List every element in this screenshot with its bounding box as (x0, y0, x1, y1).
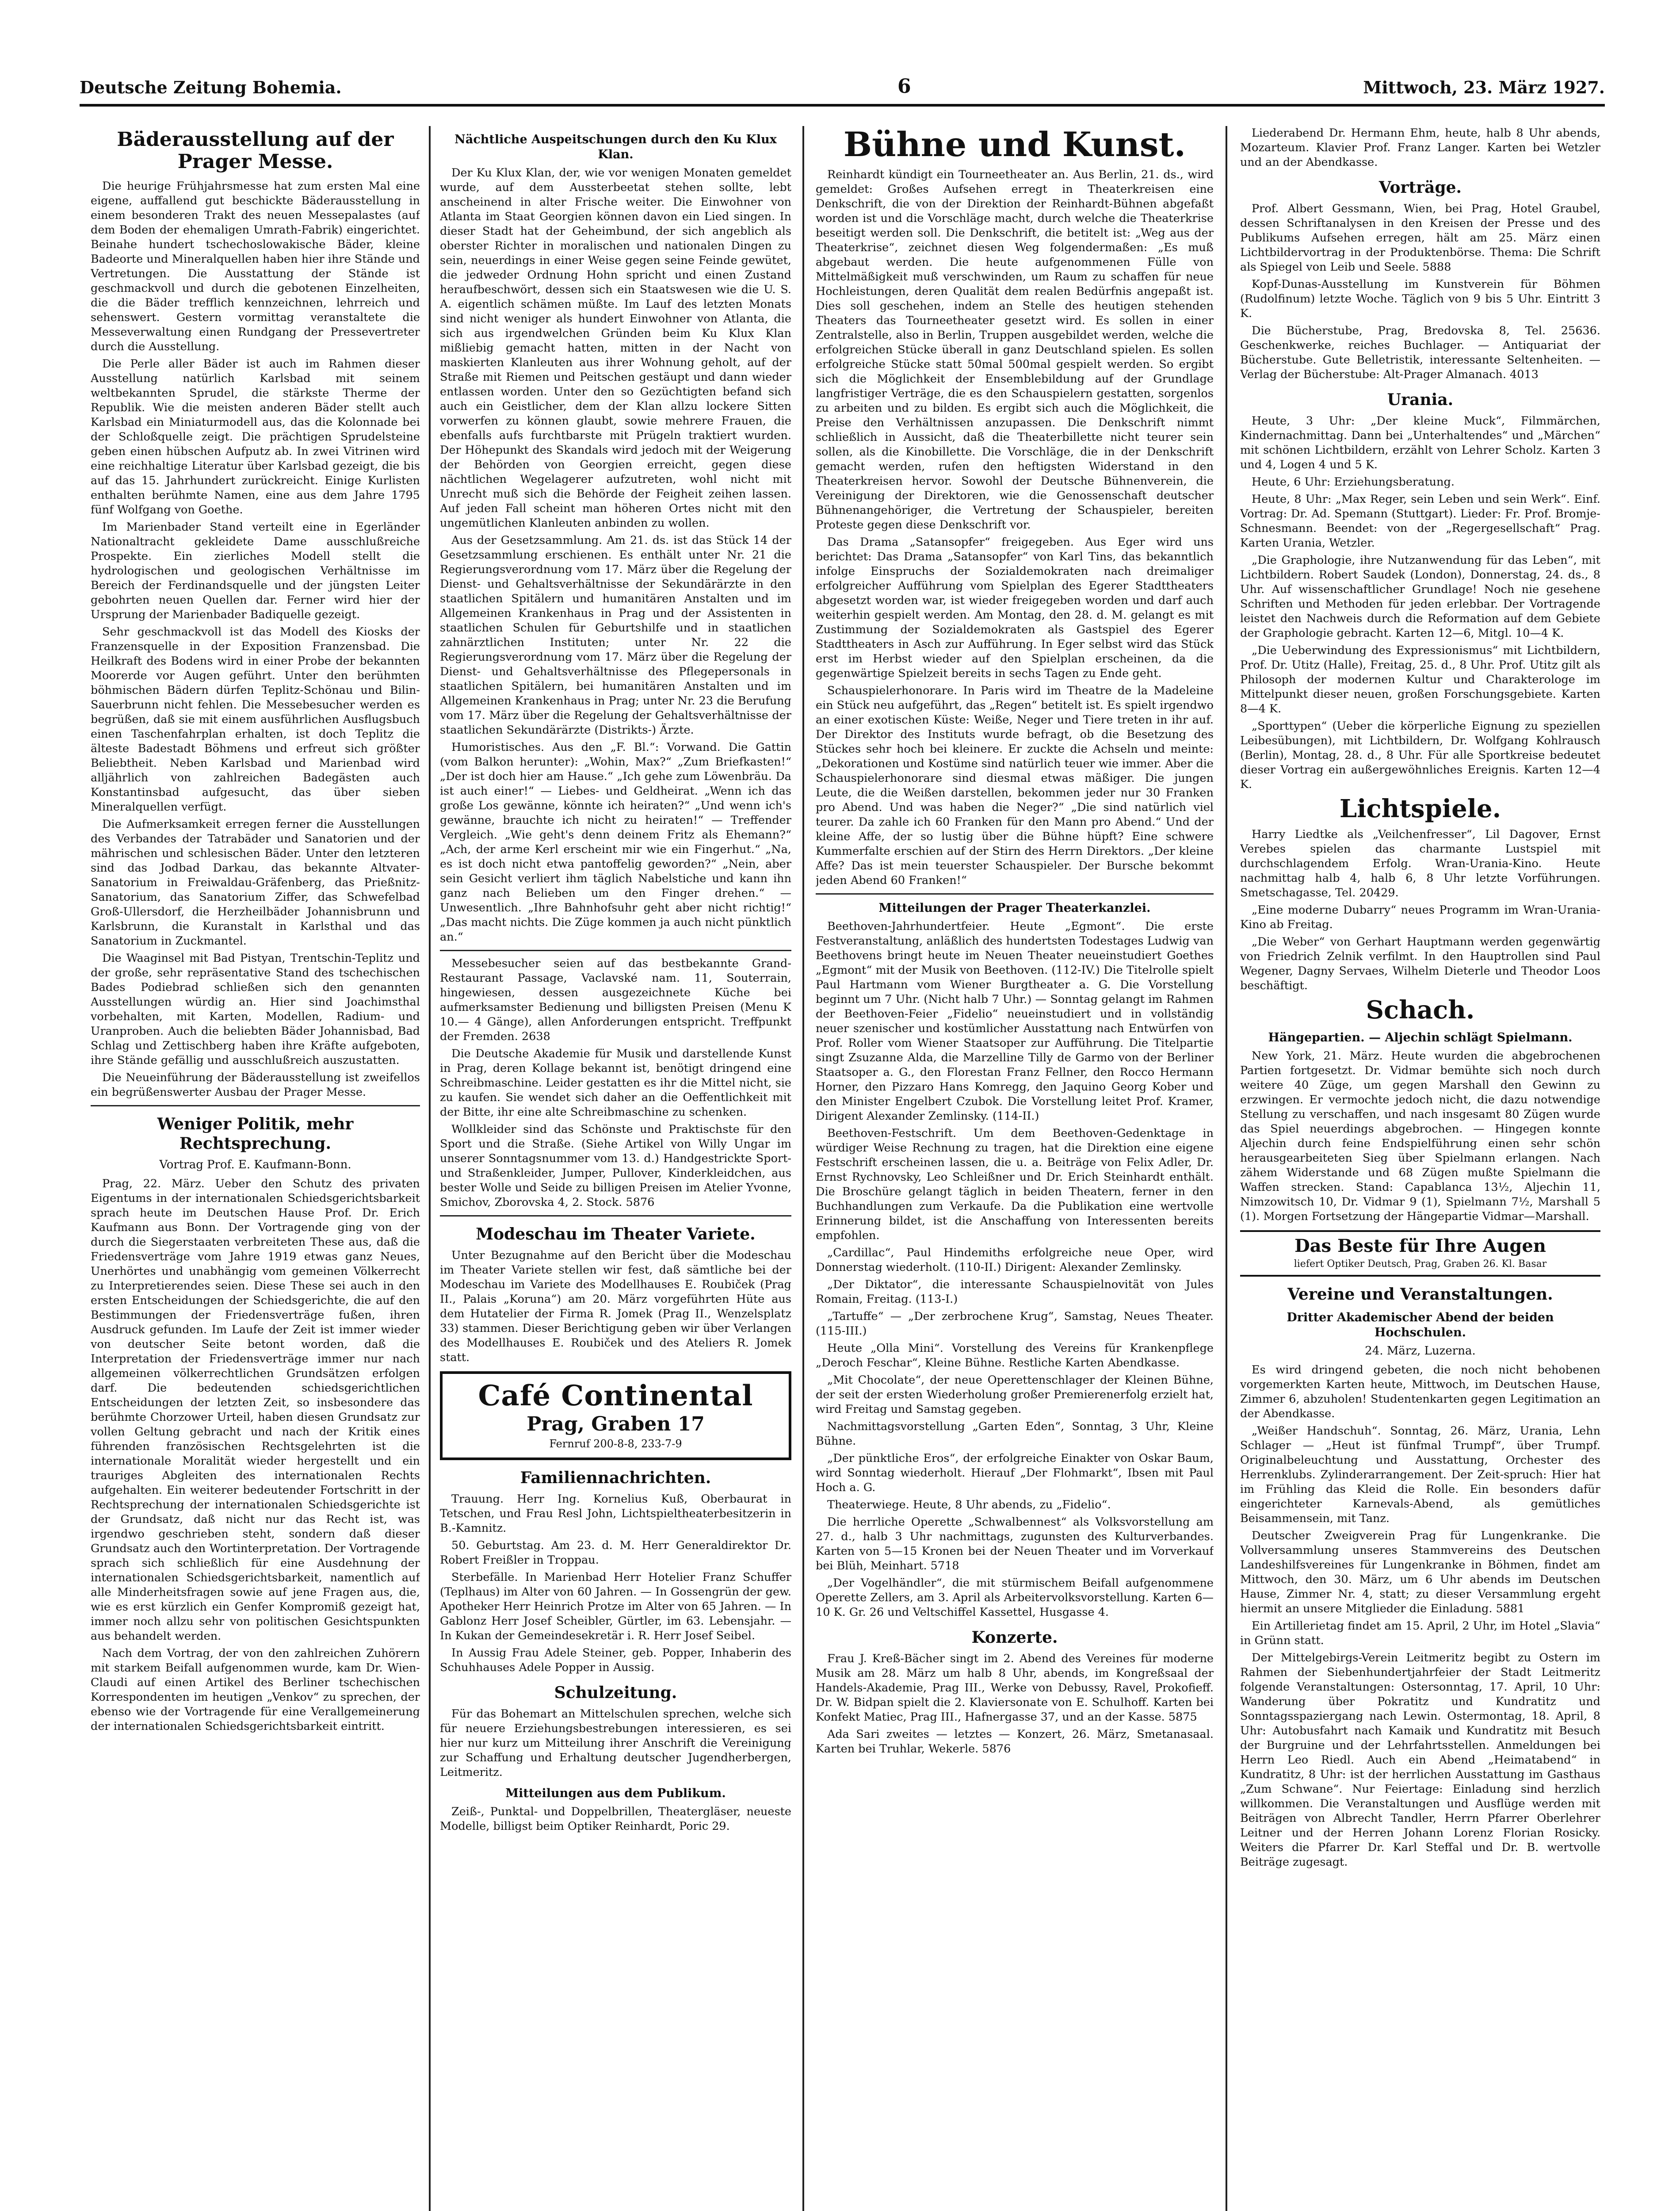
ad-address: Prag, Graben 17 (527, 1413, 705, 1435)
headline-vereine-subtitle: Dritter Akademischer Abend der beiden Hochschulen. (1287, 1311, 1554, 1339)
paragraph: Zeiß-, Punktal- und Doppelbrillen, Theatergläser, neueste Modelle, billigst beim Optiker Reinhardt, Poric 29. (440, 1805, 791, 1833)
article-body (440, 1492, 791, 1675)
paragraph: Prof. Albert Gessmann, Wien, bei Prag, Hotel Graubel, dessen Schriftanalysen in den Kreisen der Presse und des Publikums Aufsehen erregen, hält am 25. März einen Lichtbildervortrag in der Produktenbörse. Thema: Die Schrift als Spiegel von Leib und Seele. 5888 (1240, 202, 1600, 274)
paragraph: Heute, 6 Uhr: Erziehungsberatung. (1252, 475, 1455, 489)
article-body (440, 740, 791, 945)
column-1 (91, 126, 420, 2211)
headline-vereine: Vereine und Veranstaltungen. (1287, 1285, 1553, 1304)
paragraph: Liederabend Dr. Hermann Ehm, heute, halb 8 Uhr abends, Mozarteum. Klavier Prof. Franz Langer. Karten bei Wetzler und an der Abendkasse. (1240, 126, 1600, 169)
article-body (440, 166, 791, 531)
column-2 (440, 126, 791, 2211)
article-separator (91, 1105, 420, 1106)
article-body (1240, 827, 1600, 993)
paragraph: „Der Vogelhändler“, die mit stürmischem Beifall aufgenommene Operette Zellers, am 3. April als Arbeitervolksvorstellung. Karten 6—10 K. Gr. 26 und Veltschiffel Kassettel, Husgasse 4. (816, 1576, 1214, 1619)
paragraph: Die Waaginsel mit Bad Pistyan, Trentschin-Teplitz und der große, sehr repräsentative Stand des tschechischen Bades Podiebrad schließen sich den genannten Ausstellungen würdig an. Hier sind Joachimsthal vorbehalten, mit Karten, Modellen, Radium- und Uranproben. Auch die beliebten Bäder Johannisbad, Bad Schlag und Zettischberg haben ihre Kräfte aufgeboten, ihre Stände gefällig und ausschlußreich auszustatten. (91, 952, 420, 1067)
headline-ku-klux-klan: Nächtliche Auspeitschungen durch den Ku Klux Klan. (454, 133, 777, 161)
paragraph: Nach dem Vortrag, der von den zahlreichen Zuhörern mit starkem Beifall aufgenommen wurde, kam Dr. Wien-Claudi auf einen Artikel des Berliner tschechischen Korrespondenten im heutigen „Venkov“ zu sprechen, der ebenso wie der Vortragende für eine Verallgemeinerung der internationalen Schiedsgerichtsbarkeit eintritt. (91, 1647, 420, 1733)
paragraph: Das Drama „Satansopfer“ freigegeben. Aus Eger wird uns berichtet: Das Drama „Satansopfer“ von Karl Tins, das bekanntlich infolge Einspruchs der Sozialdemokraten nach dreimaliger erfolgreicher Aufführung vom Spielplan des Egerer Stadttheaters abgesetzt worden war, ist wieder freigegeben worden und darf auch weiterhin gespielt werden. Am Montag, den 28. d. M. gelangt es mit Zustimmung der Sozialdemokraten als Gastspiel des Egerer Stadttheaters in Asch zur Aufführung. In Eger selbst wird das Stück erst im Herbst wieder auf den Spielplan erscheinen, da die gegenwärtige Spielzeit bereits in sechs Tagen zu Ende geht. (816, 536, 1214, 680)
headline-konzerte: Konzerte. (971, 1628, 1058, 1647)
ad-address: liefert Optiker Deutsch, Prag, Graben 26. Kl. Basar (1294, 1259, 1547, 1270)
paragraph: Die herrliche Operette „Schwalbennest“ als Volksvorstellung am 27. d., halb 3 Uhr nachmittags, zugunsten des Kulturverbandes. Karten von 5—15 Kronen bei der Neuen Theater und im Vorverkauf bei Blüh, Meinhart. 5718 (816, 1515, 1214, 1572)
paragraph: Theaterwiege. Heute, 8 Uhr abends, zu „Fidelio“. (827, 1498, 1111, 1511)
paragraph: „Mit Chocolate“, der neue Operettenschlager der Kleinen Bühne, der seit der ersten Wiederholung großer Premierenerfolg erzielt hat, wird Freitag und Samstag gegeben. (816, 1373, 1214, 1416)
paragraph: New York, 21. März. Heute wurden die abgebrochenen Partien fortgesetzt. Dr. Vidmar bemühte sich noch durch weitere 40 Züge, um gegen Marshall den Gewinn zu erzwingen. Er vermochte jedoch nicht, die dazu notwendige Stellung zu verschaffen, und nach insgesamt 80 Zügen wurde das Spiel neuerdings abgebrochen. — Hingegen konnte Aljechin durch feine Endspielführung einen sehr schön herausgearbeiteten Sieg über Spielmann erlangen. Nach zähem Widerstande und 68 Zügen mußte Spielmann die Waffen strecken. Stand: Capablanca 13½, Aljechin 11, Nimzowitsch 10, Dr. Vidmar 9 (1), Spielmann 7½, Marshall 5 (1). Morgen Fortsetzung der Hängepartie Vidmar—Marshall. (1240, 1049, 1600, 1223)
paragraph: Unter Bezugnahme auf den Bericht über die Modeschau im Theater Variete stellen wir fest, daß sämtliche bei der Modeschau im Variete des Modellhauses E. Roubiček (Prag II., Palais „Koruna“) am 20. März vorgeführten Hüte aus dem Hutatelier der Firma R. Jomek (Prag II., Wenzelsplatz 33) stammen. Dieser Berichtigung geben wir über Verlangen des Modellhauses E. Roubiček und des Ateliers R. Jomek statt. (440, 1249, 791, 1364)
paragraph: Die Deutsche Akademie für Musik und darstellende Kunst in Prag, deren Kollage bekannt ist, benötigt dringend eine Schreibmaschine. Leider gestatten es ihr die Mittel nicht, sie zu kaufen. Sie wendet sich daher an die Oeffentlichkeit mit der Bitte, ihr eine alte Schreibmaschine zu schenken. (440, 1047, 791, 1119)
article-body (1240, 126, 1600, 170)
article-body (91, 1177, 420, 1734)
paragraph: In Aussig Frau Adele Steiner, geb. Popper, Inhaberin des Schuhhauses Adele Popper in Aussig. (440, 1646, 791, 1674)
paragraph: Heute, 8 Uhr: „Max Reger, sein Leben und sein Werk“. Einf. Vortrag: Dr. Ad. Spemann (Stuttgart). Lieder: Fr. Prof. Bromje-Schnesmann. Beendet: von der „Regergesellschaft“ Prag. Karten Urania, Wetzler. (1240, 493, 1600, 550)
article-body (440, 1707, 791, 1780)
paragraph: „Der pünktliche Eros“, der erfolgreiche Einakter von Oskar Baum, wird Sonntag wiederholt. Hierauf „Der Flohmarkt“, Ibsen mit Paul Hoch a. G. (816, 1452, 1214, 1494)
article-body (816, 684, 1214, 888)
paragraph: Ada Sari zweites — letztes — Konzert, 26. März, Smetanasaal. Karten bei Truhlar, Wekerle. 5876 (816, 1728, 1214, 1756)
paragraph: „Cardillac“, Paul Hindemiths erfolgreiche neue Oper, wird Donnerstag wiederholt. (110-II.) Dirigent: Alexander Zemlinsky. (816, 1246, 1214, 1274)
paragraph: Messebesucher seien auf das bestbekannte Grand-Restaurant Passage, Vaclavské nam. 11, Souterrain, hingewiesen, dessen ausgezeichnete Küche bei aufmerksamster Bedienung und billigsten Preisen (Menu K 10.— 4 Gänge), allen Anforderungen entspricht. Treffpunkt der Fremden. 2638 (440, 957, 791, 1043)
ad-title: Das Beste für Ihre Augen (1294, 1236, 1546, 1256)
paragraph: Schauspielerhonorare. In Paris wird im Theatre de la Madeleine ein Stück neu aufgeführt, das „Regen“ betitelt ist. Es spielt irgendwo an einer exotischen Küste: Weiße, Neger und Tiere treten in ihr auf. Der Direktor des Instituts wurde befragt, ob die Besetzung des Stückes sehr hoch bei kleinere. Er zuckte die Achseln und meinte: „Dekorationen und Kostüme sind natürlich teuer wie immer. Aber die Schauspielerhonorare sind diesmal etwas mäßiger. Die jungen Leute, die die Weißen darstellen, bekommen jeder nur 30 Franken pro Abend. Und was haben die Neger?“ „Die sind natürlich viel teurer. Da zahle ich 60 Franken für den Mann pro Abend.“ Und der kleine Affe, der so lustig über die Bühne hüpft? Eine schwere Kummerfalte erschien auf der Stirn des Herrn Direktors. „Der kleine Affe? Das ist mein teuerster Schauspieler. Der Bursche bekommt jeden Abend 60 Franken!“ (816, 684, 1214, 887)
article-body (816, 535, 1214, 681)
headline-mitteilungen-publikum: Mitteilungen aus dem Publikum. (505, 1786, 726, 1800)
headline-schach: Schach. (1366, 995, 1475, 1025)
paragraph: „Weißer Handschuh“. Sonntag, 26. März, Urania, Lehn Schlager — „Heut ist fünfmal Trumpf“, über Trumpf. Originalbeleuchtung und Ausstattung, Orchester des Herrenklubs. Zylinderarrangement. Der Zeit-spruch: Hier hat im Frühling das Kleid die Rolle. Ein besonders dafür eingerichteter Karnevals-Abend, als gemütliches Beisammensein, mit Tanz. (1240, 1424, 1600, 1525)
advertisement-optiker-deutsch (1240, 1230, 1600, 1277)
headline-modeschau: Modeschau im Theater Variete. (476, 1225, 756, 1243)
paragraph: Aus der Gesetzsammlung. Am 21. ds. ist das Stück 14 der Gesetzsammlung erschienen. Es enthält unter Nr. 21 die Regierungsverordnung vom 17. März über die Regelung der Dienst- und Gehaltsverhältnisse der Sekundärärzte in den staatlichen Spitälern und humanitären Anstalten und im Allgemeinen Krankenhaus in Prag und der Assistenten in staatlichen Schulen für Geburtshilfe und in staatlichen zahnärztlichen Instituten; unter Nr. 22 die Regierungsverordnung vom 17. März über die Regelung der Dienst- und Gehaltsverhältnisse des Pflegepersonals in staatlichen Spitälern, bei humanitären Anstalten und im Allgemeinen Krankenhaus in Prag; unter Nr. 23 die Berufung vom 17. März über die Regelung der Gehaltsverhältnisse der staatlichen Sekundärärzte (Distrikts-) Ärzte. (440, 534, 791, 737)
article-dateline: 24. März, Luzerna. (1365, 1344, 1476, 1358)
paragraph: Reinhardt kündigt ein Tourneetheater an. Aus Berlin, 21. ds., wird gemeldet: Großes Aufsehen erregt in Theaterkreisen eine Denkschrift, die von der Direktion der Reinhardt-Bühnen abgefaßt worden ist und die Vorschläge macht, durch welche die Theaterkrise beseitigt werden soll. Die Denkschrift, die betitelt ist: „Weg aus der Theaterkrise“, zeichnet diesen Weg folgendermaßen: „Es muß abgebaut werden. Die heute aufgenommenen Fülle von Mittelmäßigkeit muß verschwinden, um Raum zu schaffen für neue Hochleistungen, deren Qualität dem realen Bedürfnis angepaßt ist. Dies soll geschehen, indem an Stelle des heutigen stehenden Theaters das Tourneetheater gesetzt wird. Es sollen in einer Zentralstelle, also in Berlin, Truppen ausgebildet werden, welche die erfolgreichen Stücke überall in ganz Deutschland spielen. Es sollen erfolgreiche Stücke statt 50mal 500mal gespielt werden. So ergibt sich die Möglichkeit der Ensemblebildung auf der Grundlage langfristiger Verträge, die es den Schauspielern gestatten, sorgenlos zu arbeiten und zu bilden. Es ergibt sich auch die Möglichkeit, die Preise den Verhältnissen anzupassen. Die Denkschrift nimmt schließlich in Aussicht, daß die Theaterbillette nicht teurer sein sollen, als die Kinobillette. Die Vorschläge, die in der Denkschrift gemacht werden, rufen den heftigsten Widerstand in den Theaterkreisen hervor. Sowohl der Deutsche Bühnenverein, die Vereinigung der Direktoren, wie die Genossenschaft deutscher Bühnenangehöriger, die Vertretung der Schauspieler, bereiten Proteste gegen diese Denkschrift vor. (816, 168, 1214, 532)
article-body (440, 533, 791, 738)
paragraph: Kopf-Dunas-Ausstellung im Kunstverein für Böhmen (Rudolfinum) letzte Woche. Täglich von 9 bis 5 Uhr. Eintritt 3 K. (1240, 278, 1600, 320)
article-separator (440, 950, 791, 951)
paragraph: Frau J. Kreß-Bächer singt im 2. Abend des Vereines für moderne Musik am 28. März um halb 8 Uhr, abends, im Kongreßsaal der Handels-Akademie, Prag III., Werke von Debussy, Ravel, Prokofieff. Dr. W. Bidpan spielt die 2. Klaviersonate von E. Schulhoff. Karten bei Konfekt Matiec, Prag III., Hafnergasse 37, und an der Kasse. 5875 (816, 1652, 1214, 1724)
paragraph: Beethoven-Jahrhundertfeier. Heute „Egmont“. Die erste Festveranstaltung, anläßlich des hundertsten Todestages Ludwig van Beethovens bringt heute im Neuen Theater neueinstudiert Goethes „Egmont“ mit der Musik von Beethoven. (112-IV.) Die Titelrolle spielt Paul Hartmann vom Wiener Burgtheater a. G. Die Vorstellung beginnt um 7 Uhr. (Nicht halb 7 Uhr.) — Sonntag gelangt im Rahmen der Beethoven-Feier „Fidelio“ neueinstudiert und in vollständig neuer szenischer und kostümlicher Ausstattung nach Entwürfen von Prof. Roller vom Wiener Staatsoper zur Aufführung. Die Titelpartie singt Zsuzanne Alda, die Marzelline Tilly de Garmo von der Berliner Staatsoper a. G., den Florestan Franz Fellner, den Rocco Hermann Horner, den Pizzaro Hans Komregg, den Jaquino Georg Kober und den Minister Engelbert Czubok. Die Vorstellung leitet Prof. Kramer, Dirigent Alexander Zemlinsky. (114-II.) (816, 920, 1214, 1123)
paragraph: Prag, 22. März. Ueber den Schutz des privaten Eigentums in der internationalen Schiedsgerichtsbarkeit sprach heute im Deutschen Hause Prof. Dr. Erich Kaufmann aus Bonn. Der Vortragende ging von der durch die Siegerstaaten verbreiteten These aus, daß die Friedensverträge vom Jahre 1919 etwas ganz Neues, Unerhörtes und unabhängig vom gemeinen Völkerrecht zu Interpretierendes seien. Diese These sei auch in den ersten Entscheidungen der Schiedsgerichte, die auf den Bestimmungen der Friedensverträge fußen, ihren Ausdruck gefunden. Im Laufe der Zeit ist immer wieder von deutscher Seite betont worden, daß die Interpretation der Friedensverträge immer nur nach allgemeinen völkerrechtlichen Grundsätzen erfolgen darf. Die bedeutenden schiedsgerichtlichen Entscheidungen der letzten Zeit, so insbesondere das berühmte Chorzower Urteil, haben diesen Grundsatz zur vollen Geltung gebracht und nach der Kritik eines führenden französischen Rechtsgelehrten ist die internationale Moralität wieder hergestellt und ein trauriges Abgleiten des internationalen Rechts aufgehalten. Ein weiterer bedeutender Fortschritt in der Rechtsprechung der internationalen Schiedsgerichte ist der Grundsatz, daß nicht nur das Recht ist, was irgendwo geschrieben steht, sondern daß dieser Grundsatz auch den Wortinterpretation. Der Vortragende sprach sich schließlich für eine Ausdehnung der internationalen Schiedsgerichtsbarkeit, namentlich auf alle Minderheitsfragen sowie auf jene Fragen aus, die, wie es erst kürzlich ein Genfer Kompromiß gezeigt hat, immer noch allzu sehr von politischen Gesichtspunkten aus behandelt werden. (91, 1177, 420, 1643)
article-body (1240, 1363, 1600, 1870)
paragraph: Heute, 3 Uhr: „Der kleine Muck“, Filmmärchen, Kindernachmittag. Dann bei „Unterhaltendes“ und „Märchen“ mit schönen Lichtbildern, erzählt von Lehrer Scholz. Karten 3 und 4, Logen 4 und 5 K. (1240, 414, 1600, 471)
paragraph: Nachmittagsvorstellung „Garten Eden“, Sonntag, 3 Uhr, Kleine Bühne. (816, 1420, 1214, 1448)
article-body (1240, 414, 1600, 792)
headline-politik: Weniger Politik, mehr Rechtsprechung. (157, 1115, 354, 1153)
article-body (440, 1047, 791, 1210)
article-body (816, 168, 1214, 532)
headline-urania: Urania. (1387, 390, 1454, 409)
article-subtitle: Vortrag Prof. E. Kaufmann-Bonn. (159, 1158, 351, 1171)
paragraph: Der Mittelgebirgs-Verein Leitmeritz begibt zu Ostern im Rahmen der Siebenhundertjahrfeier der Stadt Leitmeritz folgende Veranstaltungen: Ostersonntag, 17. April, 10 Uhr: Wanderung über Pokratitz und Kundratitz und Sonntagsspaziergang nach Lewin. Ostermontag, 18. April, 8 Uhr: Autobusfahrt nach Kamaik und Kundratitz mit Besuch der Burgruine und der Lehrfahrtsstellen. Anmeldungen bei Herrn Leo Riedl. Auch ein Abend „Heimatabend“ in Kundratitz, 8 Uhr: ist der herrlichen Ausstattung im Gasthaus „Zum Schwane“. Nur Feiertage: Einladung sind herzlich willkommen. Die Veranstaltungen und Ausflüge werden mit Beiträgen von Albrecht Tandler, Herrn Pfarrer Oberlehrer Leitner und der Herren Johann Lorenz Florian Rosicky. Weiters die Pfarrer Dr. Karl Steffal und Dr. B. wertvolle Beiträge zugesagt. (1240, 1651, 1600, 1869)
paragraph: „Der Diktator“, die interessante Schauspielnovität von Jules Romain, Freitag. (113-I.) (816, 1278, 1214, 1306)
article-body (816, 1652, 1214, 1756)
column-4 (1240, 126, 1600, 2211)
paragraph: Die Neueinführung der Bäderausstellung ist zweifellos ein begrüßenswerter Ausbau der Prager Messe. (91, 1071, 420, 1099)
paragraph: Für das Bohemart an Mittelschulen sprechen, welche sich für neuere Erziehungsbestrebungen interessieren, es sei hier nur kurz um Mitteilung ihrer Anschrift die Vereinigung zur Schaffung und Erhaltung deutscher Jugendherbergen, Leitmeritz. (440, 1707, 791, 1779)
page-header (80, 73, 1605, 107)
paragraph: Die heurige Frühjahrsmesse hat zum ersten Mal eine eigene, auffallend gut beschickte Bäderausstellung in einem besonderen Trakt des neuen Messepalastes (auf dem Boden der ehemaligen Umrath-Fabrik) eingerichtet. Beinahe hundert tschechoslowakische Bäder, kleine Badeorte und Mineralquellen haben hier ihre Stände und Vertretungen. Die Ausstattung der Stände ist geschmackvoll und durch die gebotenen Einzelheiten, die die Bäder trefflich kennzeichnen, lehrreich und sehenswert. Gestern vormittag veranstaltete die Messeverwaltung einen Rundgang der Pressevertreter durch die Ausstellung. (91, 180, 420, 353)
paragraph: „Tartuffe“ — „Der zerbrochene Krug“, Samstag, Neues Theater. (115-III.) (816, 1310, 1214, 1338)
headline-buehne-und-kunst: Bühne und Kunst. (843, 126, 1186, 164)
column-3 (816, 126, 1214, 2211)
paragraph: Humoristisches. Aus den „F. Bl.“: Vorwand. Die Gattin (vom Balkon herunter): „Wohin, Max?“ „Zum Briefkasten!“ „Der ist doch hier am Hause.“ „Ich gehe zum Löwenbräu. Da ist auch einer!“ — Liebes- und Geldheirat. „Wenn ich das große Los gewänne, könnte ich heiraten?“ „Und wenn ich's gewänne, brauchte ich nicht zu heiraten!“ — Treffender Vergleich. „Wie geht's denn deinem Fritz als Ehemann?“ „Ach, der arme Kerl erscheint mir wie ein Fingerhut.“ „Na, es ist doch nicht etwa pantoffelig geworden?“ „Nein, aber sein Gesicht verliert ihm täglich Nabelstiche und kann ihn ganz nach Belieben um den Finger drehen.“ — Unwesentlich. „Ihre Bahnhofsuhr geht aber nicht richtig!“ „Das macht nichts. Die Züge kommen ja auch nicht pünktlich an.“ (440, 741, 791, 944)
headline-lichtspiele: Lichtspiele. (1339, 794, 1501, 823)
paragraph: Beethoven-Festschrift. Um dem Beethoven-Gedenktage in würdiger Weise Rechnung zu tragen, hat die Direktion eine eigene Festschrift erscheinen lassen, die u. a. Beiträge von Felix Adler, Dr. Ernst Rychnovsky, Leo Schleißner und Dr. Erich Steinhardt enthält. Die Broschüre gelangt täglich in beiden Theatern, ferner in den Buchhandlungen zum Verkaufe. Da die Publikation eine wertvolle Erinnerung bildet, ist die Anschaffung von Interessenten bereits empfohlen. (816, 1127, 1214, 1242)
paragraph: „Eine moderne Dubarry“ neues Programm im Wran-Urania-Kino ab Freitag. (1240, 903, 1600, 931)
paragraph: Wollkleider sind das Schönste und Praktischste für den Sport und die Straße. (Siehe Artikel von Willy Ungar im unserer Sonntagsnummer vom 13. d.) Handgestrickte Sport- und Straßenkleider, Jumper, Pullover, Kinderkleidchen, aus bester Wolle und Seide zu billigen Preisen im Atelier Yvonne, Smichov, Zborovska 4, 2. Stock. 5876 (440, 1123, 791, 1209)
paragraph: „Die Weber“ von Gerhart Hauptmann werden gegenwärtig von Friedrich Zelnik verfilmt. In den Hauptrollen sind Paul Wegener, Dagny Servaes, Wilhelm Dieterle und Theodor Loos beschäftigt. (1240, 935, 1600, 992)
paragraph: Die Bücherstube, Prag, Bredovska 8, Tel. 25636. Geschenkwerke, reiches Buchlager. — Antiquariat der Bücherstube. Gute Belletristik, interessante Seltenheiten. — Verlag der Bücherstube: Alt-Prager Almanach. 4013 (1240, 324, 1600, 381)
headline-baederausstellung: Bäderausstellung auf der Prager Messe. (117, 128, 394, 173)
article-body (440, 1805, 791, 1834)
paragraph: Harry Liedtke als „Veilchenfresser“, Lil Dagover, Ernst Verebes spielen das charmante Lustspiel mit durchschlagendem Erfolg. Wran-Urania-Kino. Heute nachmittag halb 4, halb 6, 8 Uhr letzte Vorführungen. Smetschagasse, Tel. 20429. (1240, 828, 1600, 899)
paragraph: „Die Ueberwindung des Expressionismus“ mit Lichtbildern, Prof. Dr. Utitz (Halle), Freitag, 25. d., 8 Uhr. Prof. Utitz gilt als Philosoph der modernen Kultur und Charakterologe im Mittelpunkt dieser neuen, großen Forschungsgebiete. Karten 8—4 K. (1240, 644, 1600, 715)
masthead-title: Deutsche Zeitung Bohemia. (80, 77, 342, 97)
headline-schach-subtitle: Hängepartien. — Aljechin schlägt Spielmann. (1268, 1031, 1573, 1044)
issue-date: Mittwoch, 23. März 1927. (1363, 77, 1605, 97)
article-body (91, 179, 420, 1100)
headline-vortraege: Vorträge. (1378, 178, 1462, 197)
paragraph: Im Marienbader Stand verteilt eine in Egerländer Nationaltracht gekleidete Dame ausschlußreiche Prospekte. Ein zierliches Modell stellt die hydrologischen und geologischen Verhältnisse im Bereich der Ferdinandsquelle und der jüngsten Leiter gebohrten neuen Quellen dar. Ferner wird hier der Ursprung der Marienbader Badiquelle gezeigt. (91, 520, 420, 621)
article-body (440, 956, 791, 1044)
paragraph: Deutscher Zweigverein Prag für Lungenkranke. Die Vollversammlung unseres Stammvereins des Deutschen Landeshilfsvereines für Lungenkranke in Böhmen, findet am Mittwoch, den 30. März, um 6 Uhr abends im Deutschen Hause, Zimmer Nr. 4, statt; zu dieser Versammlung ergeht hiermit an unsere Mitglieder die Einladung. 5881 (1240, 1529, 1600, 1615)
column-divider (1226, 126, 1227, 2211)
headline-theaterkanzlei: Mitteilungen der Prager Theaterkanzlei. (878, 901, 1151, 915)
paragraph: Der Ku Klux Klan, der, wie vor wenigen Monaten gemeldet wurde, auf dem Aussterbeetat stehen sollte, lebt anscheinend in alter Frische weiter. Die Einwohner von Atlanta im Staat Georgien können davon ein Lied singen. In dieser Stadt hat der Geheimbund, der sich angeblich als oberster Richter in moralischen und nationalen Dingen zu sein, neuerdings in einer Weise gegen seine Feinde gewütet, die jedweder Ordnung Hohn spricht und einen Zustand heraufbeschwört, dessen sich ein Staatswesen wie die U. S. A. eigentlich schämen müßte. Im Lauf des letzten Monats sind nicht weniger als hundert Einwohner von Atlanta, die sich aus irgendwelchen Gründen beim Ku Klux Klan mißliebig gemacht hatten, mitten in der Nacht von maskierten Klanleuten aus ihrer Wohnung geholt, auf der Straße mit Riemen und Peitschen gestäupt und dann wieder entlassen worden. Unter den so Gezüchtigten befand sich auch ein Geistlicher, dem der Klan allzu lockere Sitten vorwerfen zu können glaubt, sowie mehrere Frauen, die ebenfalls aufs furchtbarste mit Prügeln traktiert wurden. Der Höhepunkt des Skandals wird jedoch mit der Weigerung der Behörden von Georgien erreicht, gegen diese nächtlichen Wegelagerer aufzutreten, wohl nicht mit Unrecht muß sich die Behörde der Feigheit zeihen lassen. Auf jeden Fall scheint man höheren Ortes nicht mit den ungemütlichen Klanleuten anbinden zu wollen. (440, 166, 791, 530)
paragraph: Die Aufmerksamkeit erregen ferner die Ausstellungen des Verbandes der Tatrabäder und Sanatorien und der mährischen und schlesischen Bäder. Unter den letzteren sind das Jodbad Darkau, das bekannte Altvater-Sanatorium in Freiwaldau-Gräfenberg, das Prießnitz-Sanatorium, das Sanatorium Ziffer, das Schwefelbad Groß-Ullersdorf, die Herzheilbäder Johannisbrunn und Karlsbrunn, die Kuranstalt in Karlsthal und das Sanatorium in Zuckmantel. (91, 818, 420, 948)
article-body (1240, 202, 1600, 382)
column-divider (429, 126, 431, 2211)
article-body (816, 919, 1214, 1620)
paragraph: Sterbefälle. In Marienbad Herr Hotelier Franz Schuffer (Teplhaus) im Alter von 60 Jahren. — In Gossengrün der gew. Apotheker Herr Heinrich Protze im Alter von 65 Jahren. — In Gablonz Herr Josef Scheibler, Gürtler, im 63. Lebensjahr. — In Kukan der Gemeindesekretär i. R. Herr Josef Seibel. (440, 1571, 791, 1642)
paragraph: „Sporttypen“ (Ueber die körperliche Eignung zu speziellen Leibesübungen), mit Lichtbildern, Dr. Wolfgang Kohlrausch (Berlin), Montag, 28. d., 8 Uhr. Für alle Sportkreise bedeutet dieser Vortrag ein außergewöhnliches Ereignis. Karten 12—4 K. (1240, 719, 1600, 791)
paragraph: Sehr geschmackvoll ist das Modell des Kiosks der Franzensquelle in der Exposition Franzensbad. Die Heilkraft des Bodens wird in einer Probe der bekannten Moorerde vor Augen geführt. Unter den berühmten böhmischen Bädern dürfen Teplitz-Schönau und Bilin-Sauerbrunn nicht fehlen. Die Messebesucher werden es begrüßen, daß sie mit einem ausführlichen Ausflugsbuch einen Taschenfahrplan erhalten, ist doch Teplitz die älteste Badestadt Böhmens und erfreut sich größter Beliebtheit. Neben Karlsbad und Marienbad wird alljährlich von zahlreichen Badegästen auch Konstantinsbad aufgesucht, das über sieben Mineralquellen verfügt. (91, 625, 420, 814)
article-body (1240, 1049, 1600, 1224)
article-body (440, 1248, 791, 1365)
paragraph: Heute „Olla Mini“. Vorstellung des Vereins für Krankenpflege „Deroch Feschar“, Kleine Bühne. Restliche Karten Abendkasse. (816, 1342, 1214, 1369)
paragraph: „Die Graphologie, ihre Nutzanwendung für das Leben“, mit Lichtbildern. Robert Saudek (London), Donnerstag, 24. ds., 8 Uhr. Auf wissenschaftlicher Grundlage! Noch nie gesehene Schriften und Methoden für jeden erlebbar. Der Vortragende leistet den Nachweis durch die Reformation auf dem Gebiete der Graphologie gebracht. Karten 12—6, Mitgl. 10—4 K. (1240, 554, 1600, 640)
headline-familiennachrichten: Familiennachrichten. (520, 1469, 711, 1487)
paragraph: Die Perle aller Bäder ist auch im Rahmen dieser Ausstellung natürlich Karlsbad mit seinem weltbekannten Sprudel, die stärkste Therme der Republik. Wie die meisten anderen Bäder stellt auch Karlsbad ein Miniaturmodell aus, das die Kolonnade bei der Schloßquelle zeigt. Die prächtigen Sprudelsteine geben einen hübschen Aufputz ab. In zwei Vitrinen wird eine reichhaltige Literatur über Karlsbad gezeigt, die bis auf das 15. Jahrhundert zurückreicht. Einige Kurlisten enthalten berühmte Namen, eine aus dem Jahre 1795 fünf Wolfgang von Goethe. (91, 357, 420, 516)
paragraph: 50. Geburtstag. Am 23. d. M. Herr Generaldirektor Dr. Robert Freißler in Troppau. (440, 1539, 791, 1567)
advertisement-cafe-continental (440, 1371, 791, 1460)
page-number: 6 (897, 75, 911, 98)
headline-schulzeitung: Schulzeitung. (554, 1683, 677, 1702)
paragraph: Trauung. Herr Ing. Kornelius Kuß, Oberbaurat in Tetschen, und Frau Resl John, Lichtspieltheaterbesitzerin in B.-Kamnitz. (440, 1492, 791, 1535)
article-separator (816, 893, 1214, 895)
ad-title: Café Continental (478, 1379, 753, 1412)
article-separator (440, 1215, 791, 1216)
paragraph: Es wird dringend gebeten, die noch nicht behobenen vorgemerkten Karten heute, Mittwoch, im Deutschen Hause, Zimmer 6, abzuholen! Studentenkarten gegen Legitimation an der Abendkasse. (1240, 1363, 1600, 1420)
column-divider (802, 126, 804, 2211)
paragraph: Ein Artillerietag findet am 15. April, 2 Uhr, im Hotel „Slavia“ in Grünn statt. (1240, 1619, 1600, 1647)
ad-phone: Fernruf 200-8-8, 233-7-9 (549, 1438, 682, 1450)
